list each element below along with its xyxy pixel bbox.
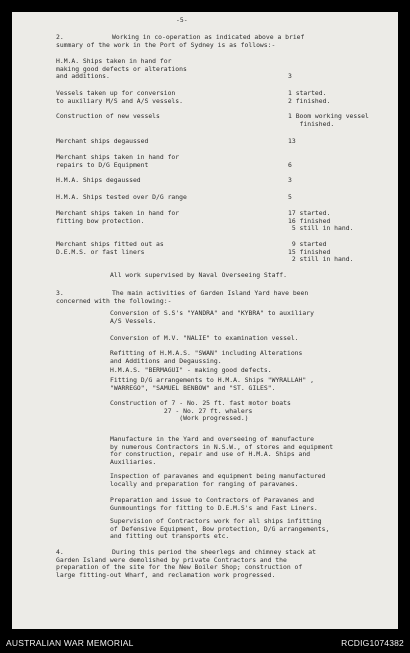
summary-item-label: Merchant ships fitted out as [56,240,164,248]
para4-line: Garden Island were demolished by private Contractors and the [56,555,287,564]
summary-item-value: 17 started. [288,209,331,217]
footer-source: AUSTRALIAN WAR MEMORIAL [6,637,134,648]
activity-entry: "WARREGO", "SAMUEL BENBOW" and "ST. GILES". [110,383,276,392]
summary-item-label: making good defects or alterations [56,64,187,73]
manufacture-entry: Gunmountings for fitting to D.E.M.S's and Fast Liners. [110,503,318,512]
manufacture-entry: for construction, repair and use of H.M.A. Ships and [110,450,311,459]
summary-item-value: 5 [288,193,292,201]
summary-item-value: 2 finished. [288,96,331,105]
summary-item-label: repairs to D/G Equipment [56,160,149,169]
activity-entry: Conversion of M.V. "NALIE" to examination vessel. [110,334,299,342]
summary-item-label: to auxiliary M/S and A/S vessels. [56,96,183,105]
supervised-line: All work supervised by Naval Overseeing Staff. [110,271,287,279]
footer-record-id: RCDIG1074382 [341,637,404,648]
activity-entry: 27 - No. 27 ft. whalers [110,406,253,415]
summary-item-label: Merchant ships taken in hand for [56,209,180,217]
summary-item-value: 9 started [288,240,327,248]
para2-number: 2. [56,33,64,41]
summary-item-value: 3 [288,176,292,184]
summary-item-value: 1 Boom working vessel [288,112,369,120]
summary-item-label: Merchant ships taken in hand for [56,153,180,161]
para4-line: During this period the sheerlegs and chimney stack at [112,548,316,556]
summary-item-label: Construction of new vessels [56,112,160,120]
activity-entry: Refitting of H.M.A.S. "SWAN" including Alterations [110,349,303,357]
activity-entry: A/S Vessels. [110,316,157,325]
summary-item-label: fitting bow protection. [56,216,145,225]
summary-item-label: and additions. [56,72,110,81]
para2-line1: Working in co-operation as indicated above a brief [112,33,305,41]
manufacture-entry: Inspection of paravanes and equipment being manufactured [110,472,326,480]
summary-item-value: 15 finished [288,247,331,256]
activity-entry: Construction of 7 - No. 25 ft. fast motor boats [110,399,291,407]
manufacture-entry: locally and preparation for ranging of paravanes. [110,479,299,488]
summary-item-value: 16 finished [288,216,331,225]
summary-item-label: Merchant ships degaussed [56,137,149,145]
para4-number: 4. [56,548,64,556]
document-page [12,12,398,629]
summary-item-label: H.M.A. Ships tested over D/G range [56,193,187,201]
manufacture-entry: of Defensive Equipment, Bow protection, D/G arrangements, [110,524,330,533]
summary-item-label: D.E.M.S. or fast liners [56,247,145,256]
summary-item-value: 5 still in hand. [288,224,354,233]
summary-item-value: 2 still in hand. [288,255,354,264]
para4-line: preparation of the site for the New Boiler Shop; construction of [56,563,303,572]
para3-line1: The main activities of Garden Island Yard have been [112,289,309,297]
activity-entry: (Work progressed.) [110,414,249,423]
para3-line2: concerned with the following:- [56,297,172,305]
summary-item-value: 1 started. [288,89,327,97]
page-number: -5- [176,16,188,24]
activity-entry: H.M.A.S. "BERMAGUI" - making good defects. [110,366,272,374]
activity-entry: Fitting D/G arrangements to H.M.A. Ships "WYRALLAH" , [110,376,314,384]
manufacture-entry: Preparation and issue to Contractors of Paravanes and [110,496,314,504]
summary-item-value: finished. [288,119,335,128]
activity-entry: and Additions and Degaussing. [110,356,222,365]
manufacture-entry: Auxiliaries. [110,457,157,466]
summary-item-label: H.M.A. Ships degaussed [56,176,141,184]
para4-line: large fitting-out Wharf, and reclamation work progressed. [56,570,276,579]
manufacture-entry: Manufacture in the Yard and overseeing of manufacture [110,435,314,443]
archive-footer [0,632,410,653]
para3-number: 3. [56,289,64,297]
summary-item-label: H.M.A. Ships taken in hand for [56,57,172,65]
summary-item-value: 6 [288,160,292,169]
summary-item-label: Vessels taken up for conversion [56,89,176,97]
manufacture-entry: and fitting out transports etc. [110,532,230,541]
para2-line2: summary of the work in the Port of Sydney is as follows:- [56,41,276,49]
manufacture-entry: Supervision of Contractors work for all ships infitting [110,517,322,525]
summary-item-value: 13 [288,137,296,145]
activity-entry: Conversion of S.S's "YANDRA" and "KYBRA" to auxiliary [110,309,314,317]
summary-item-value: 3 [288,72,292,81]
manufacture-entry: by numerous Contractors in N.S.W., of stores and equipment [110,442,334,451]
